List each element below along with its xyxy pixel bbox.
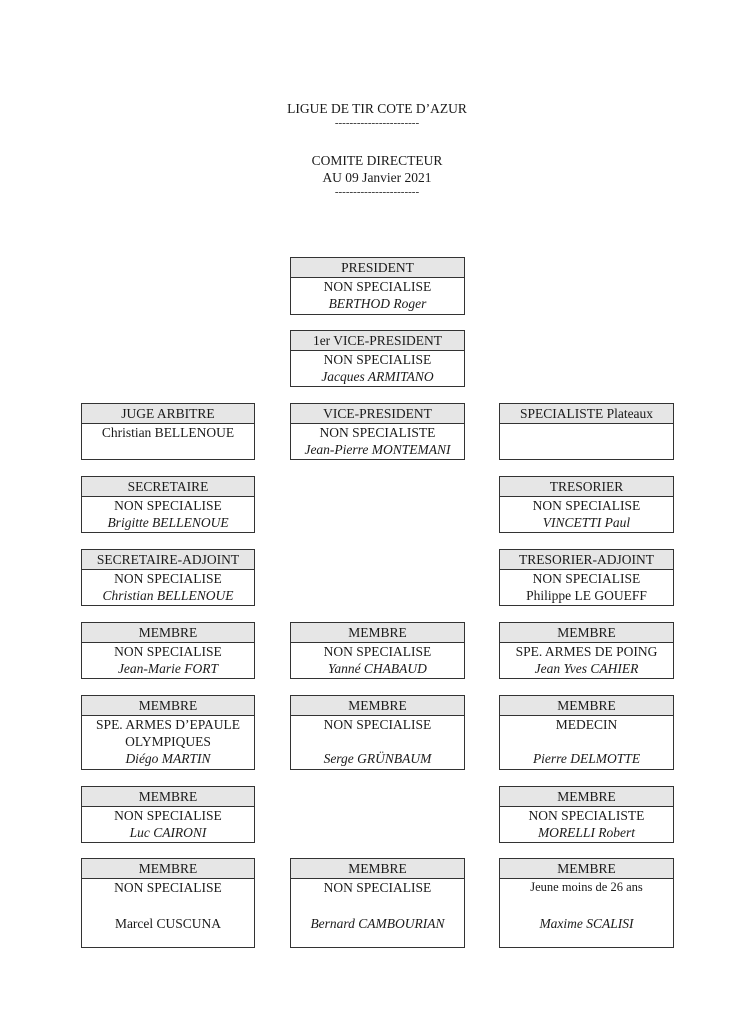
- specialty: NON SPECIALISTE: [528, 808, 645, 823]
- role-title: SECRETAIRE-ADJOINT: [82, 550, 254, 570]
- specialty: NON SPECIALISE: [532, 571, 641, 586]
- committee-date: AU 09 Janvier 2021: [322, 170, 432, 185]
- box-membre-left-2: [81, 695, 255, 770]
- box-tresorier: [499, 476, 674, 533]
- box-membre-right-3: [499, 786, 674, 843]
- specialty: NON SPECIALISE: [114, 498, 222, 513]
- member-name: Marcel CUSCUNA: [114, 916, 222, 931]
- specialty: NON SPECIALISE: [114, 571, 222, 586]
- member-name: Bernard CAMBOURIAN: [310, 916, 445, 931]
- member-name: Jean-Marie FORT: [117, 661, 219, 676]
- member-name: Diégo MARTIN: [125, 751, 211, 766]
- member-name: Pierre DELMOTTE: [532, 751, 641, 766]
- member-name: Jean-Pierre MONTEMANI: [304, 442, 451, 457]
- specialty-continued: OLYMPIQUES: [125, 734, 211, 749]
- role-title: MEMBRE: [82, 696, 254, 716]
- separator: -----------------------: [334, 117, 420, 129]
- member-name: Jacques ARMITANO: [321, 369, 434, 384]
- role-title: MEMBRE: [82, 787, 254, 807]
- specialty: NON SPECIALISE: [114, 644, 222, 659]
- role-title: JUGE ARBITRE: [82, 404, 254, 424]
- specialty: SPE. ARMES D’EPAULE: [96, 717, 240, 732]
- specialty: NON SPECIALISE: [323, 717, 432, 732]
- specialty: MEDECIN: [555, 717, 618, 732]
- specialty: NON SPECIALISTE: [319, 425, 436, 440]
- box-membre-middle-2: [290, 695, 465, 770]
- specialty: NON SPECIALISE: [323, 352, 432, 367]
- specialty: SPE. ARMES DE POING: [515, 644, 658, 659]
- member-name: MORELLI Robert: [537, 825, 636, 840]
- box-membre-left-4: [81, 858, 255, 948]
- member-name: Christian BELLENOUE: [101, 425, 235, 440]
- specialty: Jeune moins de 26 ans: [530, 880, 643, 894]
- box-specialiste-plateaux: [499, 403, 674, 460]
- box-membre-left-3: [81, 786, 255, 843]
- role-title: TRESORIER: [500, 477, 673, 497]
- specialty: NON SPECIALISE: [114, 880, 222, 895]
- member-name: Serge GRÜNBAUM: [323, 751, 432, 766]
- committee-header: [0, 152, 754, 198]
- document-header: [0, 100, 754, 129]
- specialty: NON SPECIALISE: [323, 279, 432, 294]
- member-name: Christian BELLENOUE: [102, 588, 234, 603]
- member-name: BERTHOD Roger: [328, 296, 427, 311]
- box-secretaire: [81, 476, 255, 533]
- box-first-vice-president: [290, 330, 465, 387]
- role-title: MEMBRE: [291, 623, 464, 643]
- role-title: MEMBRE: [291, 696, 464, 716]
- box-secretaire-adjoint: [81, 549, 255, 606]
- member-name: VINCETTI Paul: [542, 515, 631, 530]
- box-membre-right-1: [499, 622, 674, 679]
- box-membre-right-4: [499, 858, 674, 948]
- member-name: Jean Yves CAHIER: [534, 661, 639, 676]
- role-title: MEMBRE: [82, 623, 254, 643]
- box-membre-middle-3: [290, 858, 465, 948]
- member-name: Brigitte BELLENOUE: [107, 515, 229, 530]
- committee-title: COMITE DIRECTEUR: [311, 153, 443, 168]
- box-vice-president: [290, 403, 465, 460]
- role-title: MEMBRE: [500, 859, 673, 879]
- box-president: [290, 257, 465, 315]
- role-title: 1er VICE-PRESIDENT: [291, 331, 464, 351]
- role-title: MEMBRE: [500, 623, 673, 643]
- specialty: NON SPECIALISE: [532, 498, 641, 513]
- separator: -----------------------: [334, 186, 420, 198]
- member-name: Yanné CHABAUD: [328, 661, 427, 676]
- member-name: Philippe LE GOUEFF: [526, 588, 647, 603]
- role-title: SPECIALISTE Plateaux: [500, 404, 673, 424]
- role-title: MEMBRE: [291, 859, 464, 879]
- member-name: Maxime SCALISI: [539, 916, 634, 931]
- box-membre-right-2: [499, 695, 674, 770]
- specialty: NON SPECIALISE: [114, 808, 222, 823]
- box-juge-arbitre: [81, 403, 255, 460]
- box-membre-middle-1: [290, 622, 465, 679]
- box-tresorier-adjoint: [499, 549, 674, 606]
- role-title: MEMBRE: [82, 859, 254, 879]
- role-title: MEMBRE: [500, 696, 673, 716]
- role-title: SECRETAIRE: [82, 477, 254, 497]
- role-title: TRESORIER-ADJOINT: [500, 550, 673, 570]
- role-title: MEMBRE: [500, 787, 673, 807]
- member-name: Luc CAIRONI: [129, 825, 207, 840]
- role-title: PRESIDENT: [291, 258, 464, 278]
- role-title: VICE-PRESIDENT: [291, 404, 464, 424]
- org-title: LIGUE DE TIR COTE D’AZUR: [287, 101, 467, 116]
- box-membre-left-1: [81, 622, 255, 679]
- specialty: NON SPECIALISE: [323, 880, 432, 895]
- specialty: NON SPECIALISE: [323, 644, 432, 659]
